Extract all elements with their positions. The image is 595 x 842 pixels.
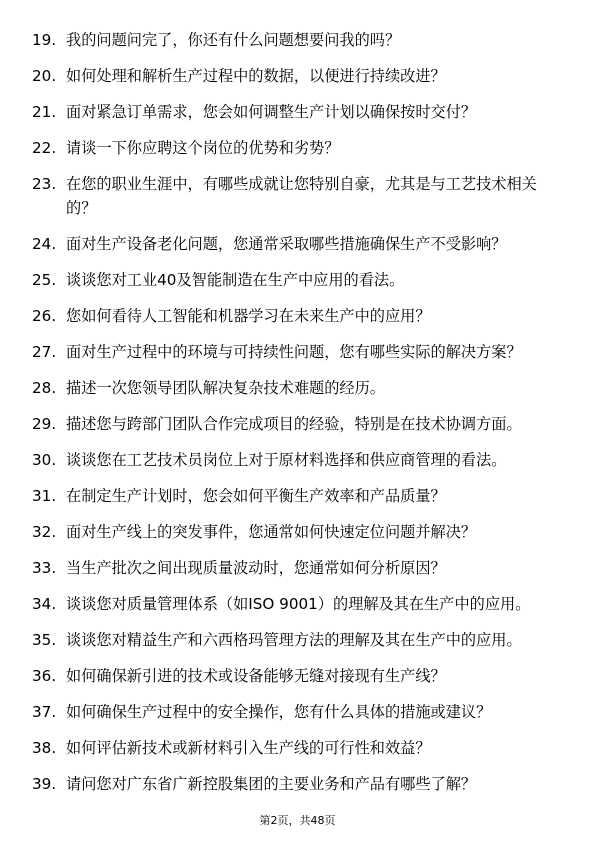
question-number: 23. [32, 175, 57, 193]
question-text: 我的问题问完了，你还有什么问题想要问我的吗？ [66, 31, 401, 49]
question-number: 38. [32, 739, 57, 757]
question-number: 31. [32, 487, 57, 505]
question-item [32, 268, 567, 292]
question-text: 在您的职业生涯中，有哪些成就让您特别自豪，尤其是与工艺技术相关的？ [66, 175, 537, 217]
question-text: 谈谈您对精益生产和六西格玛管理方法的理解及其在生产中的应用。 [66, 631, 522, 649]
question-text: 描述一次您领导团队解决复杂技术难题的经历。 [66, 379, 385, 397]
question-number: 35. [32, 631, 57, 649]
question-item [32, 376, 567, 400]
page-footer [0, 814, 595, 828]
question-item [32, 484, 567, 508]
question-text: 如何处理和解析生产过程中的数据，以便进行持续改进？ [66, 67, 446, 85]
question-number: 28. [32, 379, 57, 397]
question-text: 描述您与跨部门团队合作完成项目的经验，特别是在技术协调方面。 [66, 415, 522, 433]
question-item [32, 304, 567, 328]
question-item [32, 556, 567, 580]
question-item [32, 100, 567, 124]
question-text: 请谈一下你应聘这个岗位的优势和劣势？ [66, 139, 340, 157]
question-number: 21. [32, 103, 57, 121]
question-text: 谈谈您在工艺技术员岗位上对于原材料选择和供应商管理的看法。 [66, 451, 507, 469]
question-item [32, 520, 567, 544]
question-item [32, 232, 567, 256]
question-number: 26. [32, 307, 57, 325]
question-text: 面对紧急订单需求，您会如何调整生产计划以确保按时交付？ [66, 103, 477, 121]
question-number: 19. [32, 31, 57, 49]
question-text: 谈谈您对质量管理体系（如ISO 9001）的理解及其在生产中的应用。 [66, 595, 531, 613]
question-item [32, 340, 567, 364]
question-item [32, 664, 567, 688]
question-number: 33. [32, 559, 57, 577]
question-number: 36. [32, 667, 57, 685]
question-text: 谈谈您对工业40及智能制造在生产中应用的看法。 [66, 271, 405, 289]
question-number: 27. [32, 343, 57, 361]
question-text: 您如何看待人工智能和机器学习在未来生产中的应用？ [66, 307, 431, 325]
question-item [32, 28, 567, 52]
question-item [32, 772, 567, 796]
question-text: 面对生产设备老化问题，您通常采取哪些措施确保生产不受影响？ [66, 235, 507, 253]
question-item [32, 448, 567, 472]
question-number: 37. [32, 703, 57, 721]
question-number: 22. [32, 139, 57, 157]
question-item [32, 172, 567, 220]
question-number: 32. [32, 523, 57, 541]
question-item [32, 64, 567, 88]
question-number: 39. [32, 775, 57, 793]
question-text: 如何评估新技术或新材料引入生产线的可行性和效益？ [66, 739, 431, 757]
question-item [32, 736, 567, 760]
question-item [32, 136, 567, 160]
question-text: 面对生产过程中的环境与可持续性问题，您有哪些实际的解决方案？ [66, 343, 522, 361]
question-item [32, 412, 567, 436]
question-item [32, 628, 567, 652]
question-number: 25. [32, 271, 57, 289]
page-number-label: 第2页，共48页 [259, 814, 336, 827]
question-number: 24. [32, 235, 57, 253]
question-number: 30. [32, 451, 57, 469]
question-list [32, 28, 567, 808]
question-item [32, 700, 567, 724]
question-text: 请问您对广东省广新控股集团的主要业务和产品有哪些了解？ [66, 775, 477, 793]
question-number: 20. [32, 67, 57, 85]
question-text: 在制定生产计划时，您会如何平衡生产效率和产品质量？ [66, 487, 446, 505]
question-item [32, 592, 567, 616]
question-text: 面对生产线上的突发事件，您通常如何快速定位问题并解决？ [66, 523, 477, 541]
question-number: 34. [32, 595, 57, 613]
question-number: 29. [32, 415, 57, 433]
question-text: 如何确保新引进的技术或设备能够无缝对接现有生产线？ [66, 667, 446, 685]
question-text: 如何确保生产过程中的安全操作，您有什么具体的措施或建议？ [66, 703, 492, 721]
question-text: 当生产批次之间出现质量波动时，您通常如何分析原因？ [66, 559, 446, 577]
